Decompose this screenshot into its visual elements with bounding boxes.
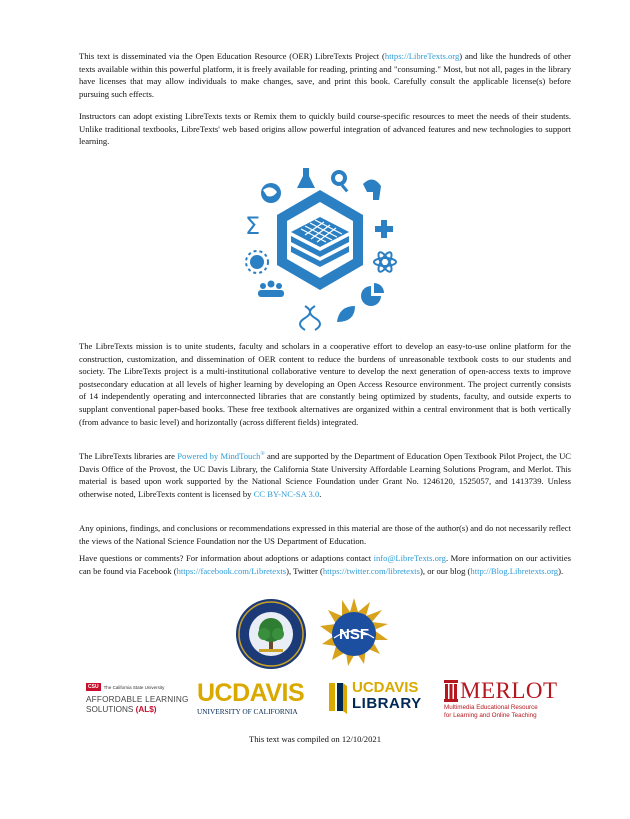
merlot-tagline-1: Multimedia Educational Resource [444, 704, 538, 711]
leaf-icon [337, 306, 355, 322]
intro-text: ) and like the hundreds of other texts available within this powerful platform, it is freely available for reading, printing and "consuming." Most, but not all, pages in the library have licenses that may allow individuals to make changes, save, and print this book. Carefully consult the applicable license(s) before pursuing such effects. [79, 51, 571, 99]
nsf-wordmark: NSF [339, 626, 369, 643]
license-link[interactable]: CC BY-NC-SA 3.0 [253, 488, 320, 499]
support-text: and are supported by the Department of Education Open Textbook Pilot Project, the UC Davis Office of the Provost, the UC Davis Library, the California State University Affordable Learning Solutions Program, and Merlot. This material is based upon work supported by the National Science Foundation under Grant No. 1246120, 1525057, and 1413739. Unless otherwise noted, LibreTexts content is licensed by [79, 451, 572, 499]
ucdlib-uc: UC [352, 679, 374, 696]
csu-tag: CSU [88, 684, 99, 690]
globe-icon [261, 183, 281, 203]
ucd-davis: DAVIS [232, 679, 305, 707]
spartan-helmet-icon [363, 179, 381, 200]
atom-icon [374, 250, 396, 273]
svg-text:Σ: Σ [245, 212, 261, 240]
mindtouch-link-text: Powered by MindTouch [177, 451, 261, 461]
intro-paragraph-1 [79, 50, 571, 100]
support-text: . [319, 488, 322, 499]
support-paragraph [79, 450, 571, 500]
als-abbr: (AL$) [135, 705, 157, 714]
csu-name: The California State University [103, 684, 165, 690]
compiled-date: This text was compiled on 12/10/2021 [249, 734, 381, 744]
twitter-link[interactable]: https://twitter.com/libretexts [322, 565, 421, 576]
contact-text: ), Twitter ( [286, 565, 323, 576]
uc-davis-logo [197, 680, 321, 724]
mindtouch-link[interactable] [177, 451, 264, 461]
contact-paragraph [79, 552, 571, 577]
plus-icon [375, 220, 393, 238]
ucdlib-davis: DAVIS [373, 679, 419, 696]
uc-davis-library-logo [328, 680, 436, 724]
als-solutions: SOLUTIONS [86, 705, 134, 714]
libretexts-icon-wheel [235, 162, 405, 332]
ucdlib-subtitle: LIBRARY [352, 695, 422, 712]
nsf-seal [318, 598, 390, 670]
intro-paragraph-2: Instructors can adopt existing LibreTexts texts or Remix them to quickly build course-specific resources to meet the needs of their students. Unlike traditional textbooks, LibreTexts' web based origins allow powerful integration of advanced features and new technologies to support learning. [79, 111, 571, 147]
registered-mark: ® [260, 451, 265, 458]
libretexts-link[interactable]: https://LibreTexts.org [384, 51, 460, 61]
merlot-logo [444, 680, 562, 724]
ucd-uc: UC [197, 679, 233, 707]
gear-magnifier-icon [331, 170, 348, 192]
merlot-columns-icon [444, 680, 458, 702]
contact-text: ), or our blog ( [420, 565, 471, 576]
dna-icon [300, 306, 320, 330]
intro-text: This text is disseminated via the Open Education Resource (OER) LibreTexts Project ( [79, 51, 385, 61]
contact-text: Have questions or comments? For information about adoptions or adaptions contact [79, 553, 374, 563]
contact-text: ). [558, 565, 564, 576]
people-icon [258, 281, 284, 298]
merlot-wordmark: MERLOT [460, 678, 558, 703]
als-line-2 [86, 705, 192, 715]
library-book-icon [328, 680, 348, 714]
department-of-education-seal [235, 598, 307, 670]
support-text: The LibreTexts libraries are [79, 451, 178, 461]
merlot-tagline-2: for Learning and Online Teaching [444, 712, 537, 719]
mission-paragraph: The LibreTexts mission is to unite students, faculty and scholars in a cooperative effort to develop an easy-to-use online platform for the construction, customization, and dissemination of OER content to reduce the burdens of unreasonable textbook costs to our students and society. The LibreTexts project is a multi-institutional collaborative venture to develop the next generation of open-access texts to improve postsecondary education at all levels of higher learning by developing an Open Access Resource environment. The project currently consists of 14 independently operating and interconnected libraries that are constantly being optimized by students, faculty, and outside experts to supplant conventional paper-based books. These free textbook alternatives are organized within a central environment that is both vertically (from advance to basic level) and horizontally (across different fields) integrated. [79, 341, 571, 427]
sigma-icon [245, 212, 260, 240]
email-link[interactable]: info@LibreTexts.org [373, 553, 446, 563]
contact-text: . More information on our activities can be found via Facebook ( [79, 553, 571, 576]
pie-chart-icon [361, 283, 384, 306]
flask-icon [297, 168, 315, 188]
blog-link[interactable]: http://Blog.Libretexts.org [470, 565, 559, 576]
sun-icon [246, 251, 268, 273]
als-line-1: AFFORDABLE LEARNING [86, 695, 189, 704]
disclaimer-paragraph: Any opinions, findings, and conclusions or recommendations expressed in this material are those of the author(s) and do not necessarily reflect the views of the National Science Foundation nor the US Department of Education. [79, 523, 571, 546]
csu-als-logo [86, 680, 192, 724]
facebook-link[interactable]: https://facebook.com/Libretexts [176, 565, 287, 576]
ucd-subtitle: UNIVERSITY OF CALIFORNIA [197, 707, 298, 716]
